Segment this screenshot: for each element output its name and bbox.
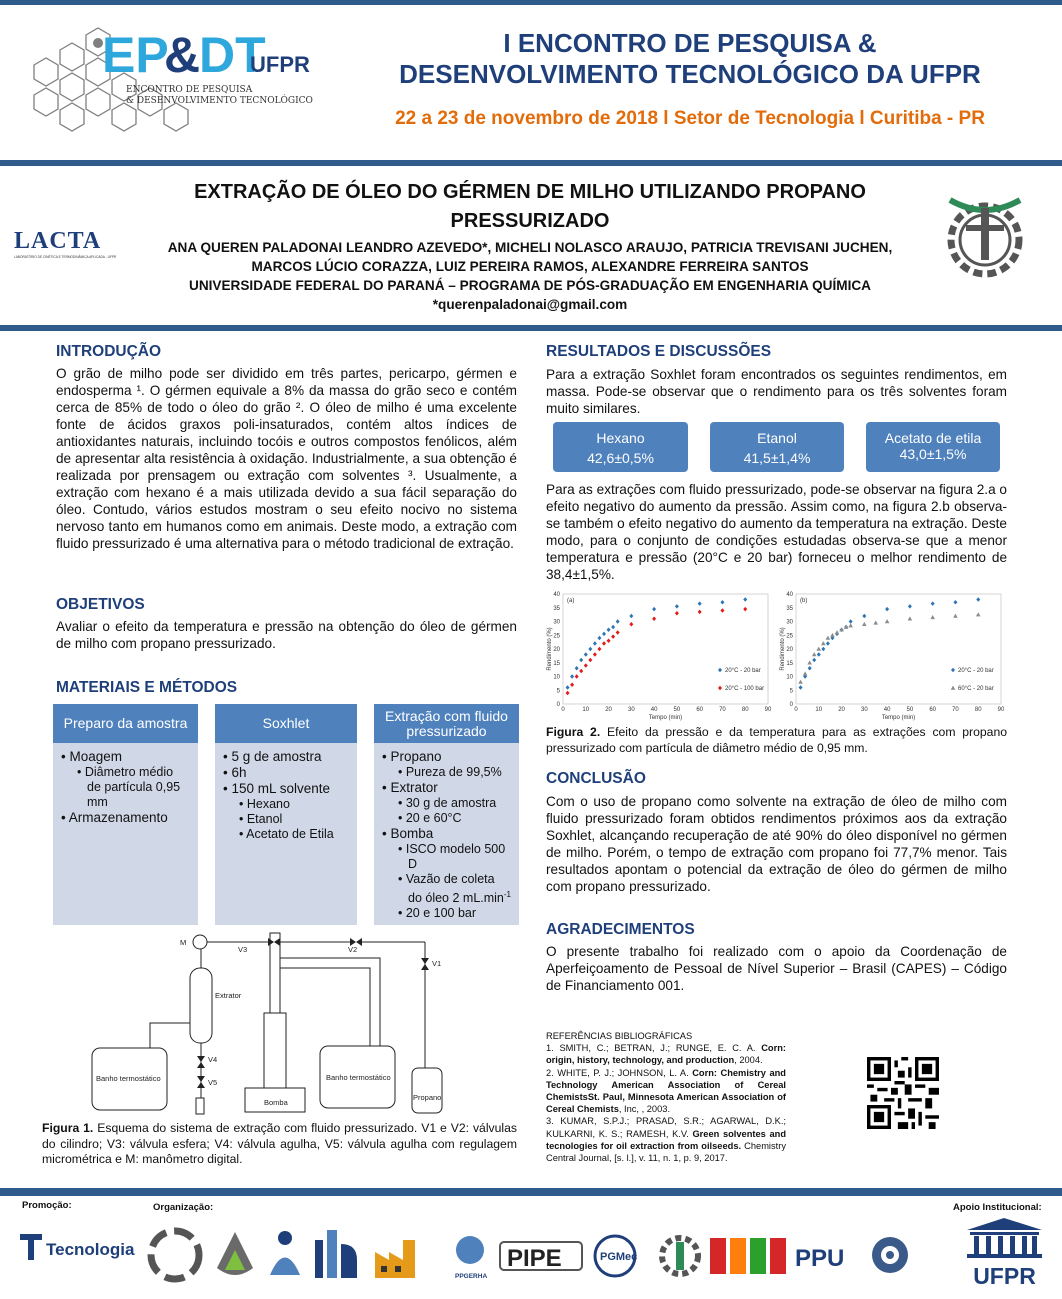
y-tick-label: 30 [553,619,560,626]
header-top-bar [0,0,1062,5]
panel-label: (b) [800,598,808,604]
footer-promocao-label: Promoção: [22,1200,72,1211]
x-tick-label: 50 [906,707,914,713]
methods-col3-body [374,743,519,925]
methods-item: • Armazenamento [61,810,168,825]
footer-apoio-label: Apoio Institucional: [953,1202,1042,1213]
y-tick-label: 5 [789,688,793,695]
x-tick-label: 20 [605,707,612,713]
label-v5: V5 [208,1078,218,1087]
event-title-line1: I ENCONTRO DE PESQUISA & [503,28,877,58]
tp-logo [940,190,1030,285]
y-tick-label: 5 [556,688,560,695]
ack-text: O presente trabalho foi realizado com o apoio da Coordenação de Aperfeiçoamento de Pessoal de Nível Superior – Brasil (CAPES) – Código de Financiamento 001. [546,944,1007,993]
tecnologia-text: Tecnologia [46,1240,135,1259]
ppgerha-text: PPGERHA [455,1273,488,1280]
result-box-hexano: Hexano 42,6±0,5% [553,422,688,472]
label-manometer: M [180,938,187,947]
pipe-logo-icon [500,1242,582,1272]
y-axis-label: Rendimento (%) [547,627,553,671]
results-heading: RESULTADOS E DISCUSSÕES [546,343,772,360]
y-tick-label: 0 [789,702,793,708]
lab-logo [14,228,134,268]
factory-logo-icon [375,1240,415,1278]
x-tick-label: 60 [696,707,704,713]
methods-subitem: • 30 g de amostra [398,796,497,810]
y-tick-label: 35 [553,605,560,612]
svg-text:& DESENVOLVIMENTO TECNOLÓGICO: & DESENVOLVIMENTO TECNOLÓGICO [126,96,313,106]
affiliation: UNIVERSIDADE FEDERAL DO PARANÁ – PROGRAMA DE PÓS-GRADUAÇÃO EM ENGENHARIA QUÍMICA [189,278,871,293]
event-logo-hexagons [14,10,334,145]
x-tick-label: 60 [929,707,937,713]
result-box-etanol: Etanol 41,5±1,4% [710,422,844,472]
methods-subitem: • 20 e 60°C [398,811,462,825]
lab-logo-text: LACTA [14,228,102,254]
reference-2: 2. WHITE, P. J.; JOHNSON, L. A. Corn: Chemistry and Technology American Association of Cereal ChemistsSt. Paul, Minnesota American Association of Cereal Chemists, Inc, , 2003. [546,1067,786,1115]
y-tick-label: 0 [556,702,560,708]
chart-a [545,588,775,723]
reference-1: 1. SMITH, C.; BETRAN, J.; RUNGE, E. C. A. Corn: origin, history, technology, and production, 2004. [546,1043,786,1066]
footer-logos-strip [145,1220,915,1285]
pgmec-text: PGMec [600,1251,638,1263]
methods-item: • Propano [382,749,442,764]
event-subtitle: 22 a 23 de novembro de 2018 l Setor de Tecnologia l Curitiba - PR [395,108,985,129]
svg-text:EP: EP [102,27,169,83]
y-tick-label: 25 [553,633,560,640]
x-tick-label: 40 [650,707,658,713]
event-logo [14,10,334,145]
svg-text:UFPR: UFPR [250,52,310,77]
svg-text:&: & [164,27,201,83]
intro-text: O grão de milho pode ser dividido em três partes, pericarpo, gérmen e endosperma ¹. O gérmen equivale a 8% da massa do grão seco e contém cerca de 85% de todo o óleo do grão ². O óleo de milho é uma excelente fonte de ácidos graxos poli-insaturados, contém altos índices de antioxidantes naturais, incluindo tocóis e outros compostos fenólicos, além de apresentar alta resistência à oxidação. Industrialmente, a sua obtenção é realizada por prensagem ou extração com solventes ³. Usualmente, a extração com hexano é a mais utilizada devido a sua fácil separação do óleo. Contudo, vários estudos mostram o seu efeito nocivo no sistema nervoso tanto em humanos como em animais. Deste modo, a extração com fluido pressurizado é uma alternativa para o método tradicional de extração. [56,366,517,551]
figure1-diagram [80,928,480,1118]
x-tick-label: 0 [794,707,798,713]
result-box-acetato: Acetato de etila 43,0±1,5% [866,422,1000,472]
x-tick-label: 70 [719,707,726,713]
footer-organizacao-label: Organização: [153,1202,214,1213]
ufpr-text: UFPR [973,1263,1036,1289]
methods-item: • Extrator [382,780,438,795]
label-extrator: Extrator [215,991,242,1000]
conclusion-text: Com o uso de propano como solvente na extração de óleo de milho com fluido pressurizado foram obtidos rendimentos próximos aos da extração Soxhlet, alcançando recuperação de até 90% do óleo disponível no gérmen de milho. Porém, o tempo de extração com propano foi 77,7% menor. Tais resultados apontam o potencial da extração de óleo do gérmen de milho com propano pressurizado. [546,794,1007,894]
objectives-heading: OBJETIVOS [56,596,145,613]
authors-line1: ANA QUEREN PALADONAI LEANDRO AZEVEDO*, MICHELI NOLASCO ARAUJO, PATRICIA TREVISANI JUCHEN, [167,240,893,255]
legend-label: 20°C - 20 bar [725,668,761,674]
objectives-text: Avaliar o efeito da temperatura e pressão na obtenção do óleo de gérmen de milho com propano pressurizado. [56,619,517,651]
y-tick-label: 40 [553,592,560,598]
reference-3: 3. KUMAR, S.P.J.; PRASAD, S.R.; AGARWAL, D.K.; KULKARNI, K. S.; RAMESH, K.V. Green solventes and tecnologies for oil extraction from oilseeds. Chemistry Central Journal, [s. l.], v. 11, n. 1, p. 9, 2017. [546,1116,786,1164]
author-email: *querenpaladonai@gmail.com [432,297,628,312]
x-axis-label: Tempo (min) [881,715,916,721]
event-title-line2: DESENVOLVIMENTO TECNOLÓGICO DA UFPR [399,59,981,89]
methods-subitem: • Acetato de Etila [239,827,334,841]
pgmec-logo-icon [595,1236,637,1276]
x-tick-label: 10 [815,707,823,713]
panel-label: (a) [567,598,575,604]
y-tick-label: 40 [786,592,793,598]
drop-logo-icon [217,1232,253,1275]
results-text1: Para a extração Soxhlet foram encontrados os seguintes rendimentos, em massa. Pode-se observar que o rendimento para os três solventes foram muito similares. [546,367,1007,416]
event-title [330,28,1050,90]
methods-subitem: • Diâmetro médio de partícula 0,95 mm [77,765,181,809]
methods-subitem: • Hexano [239,797,290,811]
label-v4: V4 [208,1055,218,1064]
label-banho2: Banho termostático [326,1073,391,1082]
methods-item: • 6h [223,765,247,780]
paper-title-line2: PRESSURIZADO [450,210,610,232]
methods-subitem: • Pureza de 99,5% [398,765,502,779]
x-tick-label: 40 [883,707,891,713]
x-tick-label: 90 [997,707,1005,713]
x-axis-label: Tempo (min) [648,715,683,721]
x-tick-label: 90 [764,707,772,713]
circle-logo-icon [872,1237,908,1273]
extraction-schematic [80,928,480,1118]
y-tick-label: 35 [786,605,793,612]
tecnologia-t-icon [18,1232,44,1262]
lab-logo-caption: LABORATÓRIO DE CINÉTICA E TERMODINÂMICA APLICADA - UFPR [14,255,117,259]
paper-title [150,178,910,236]
figure1-caption: Figura 1. Esquema do sistema de extração com fluido pressurizado. V1 e V2: válvulas do cilindro; V3: válvula esfera; V4: válvula agulha, V5: válvula agulha com regulagem micrométrica e M: manômetro digital. [42,1121,517,1166]
x-tick-label: 0 [561,707,565,713]
y-tick-label: 15 [786,660,793,667]
ufpr-building-icon [962,1218,1047,1258]
methods-subitem: • Etanol [239,812,283,826]
methods-item: • 150 mL solvente [223,781,331,796]
methods-item: • 5 g de amostra [223,749,322,764]
recycle-logo-icon [151,1231,199,1279]
x-tick-label: 50 [673,707,681,713]
x-tick-label: 30 [860,707,868,713]
label-banho1: Banho termostático [96,1074,161,1083]
x-tick-label: 20 [838,707,845,713]
header-bottom-bar [0,160,1062,166]
x-tick-label: 10 [582,707,590,713]
logo-tecnologia [18,1232,133,1267]
authors-line2: MARCOS LÚCIO CORAZZA, LUIZ PEREIRA RAMOS, ALEXANDRE FERREIRA SANTOS [251,259,809,274]
methods-col2-head: Soxhlet [215,704,357,743]
y-tick-label: 20 [786,647,793,653]
pipe-text: PIPE [507,1245,562,1272]
paper-title-line1: EXTRAÇÃO DE ÓLEO DO GÉRMEN DE MILHO UTILIZANDO PROPANO [194,181,866,203]
svg-text:ENCONTRO DE PESQUISA: ENCONTRO DE PESQUISA [126,85,253,95]
conclusion-heading: CONCLUSÃO [546,770,646,787]
ack-heading: AGRADECIMENTOS [546,921,695,938]
ppgerha-logo-icon [455,1236,487,1280]
colored-logo-icon [710,1238,786,1274]
methods-subitem: • 20 e 100 bar [398,906,477,921]
y-tick-label: 20 [553,647,560,653]
legend-label: 20°C - 20 bar [958,668,994,674]
label-bomba: Bomba [264,1098,288,1107]
label-v2: V2 [348,945,358,954]
y-tick-label: 15 [553,660,560,667]
chart-b [778,588,1008,723]
gear-logo-small-icon [662,1238,698,1274]
y-tick-label: 30 [786,619,793,626]
svg-text:DT: DT [199,27,266,83]
logo-ufpr [962,1218,1047,1288]
ppu-text: PPU [795,1245,845,1272]
references [546,1030,786,1164]
organizer-logos [145,1220,915,1285]
legend-label: 60°C - 20 bar [958,686,994,692]
label-v1: V1 [432,959,442,968]
methods-subitem: • ISCO modelo 500 D [398,842,506,871]
label-propano: Propano [413,1093,442,1102]
qr-code-icon[interactable] [867,1057,939,1129]
ppu-logo-icon [795,1245,844,1272]
methods-col1-head: Preparo da amostra [53,704,198,743]
person-logo-icon [270,1231,300,1275]
x-tick-label: 30 [627,707,635,713]
methods-col3-head: Extração com fluido pressurizado [374,704,519,743]
intro-heading: INTRODUÇÃO [56,343,162,360]
gear-logo-icon [940,190,1030,285]
methods-col1-body [53,743,198,925]
x-tick-label: 80 [741,707,749,713]
results-text2: Para as extrações com fluido pressurizado, pode-se observar na figura 2.a o efeito negativo do aumento da pressão. Assim como, na figura 2.b observa-se também o efeito negativo do aumento da temperatura na extração. Deste modo, para o conjunto de condições estudadas observa-se que a menor temperatura e pressão (20°C e 20 bar) forneceu o melhor rendimento de 38,4±1,5%. [546,482,1007,582]
figure2-caption: Figura 2. Efeito da pressão e da temperatura para as extrações com propano pressurizado com partícula de diâmetro médio de 0,95 mm. [546,725,1007,755]
methods-col2-body [215,743,357,925]
y-axis-label: Rendimento (%) [780,627,786,671]
label-v3: V3 [238,945,248,954]
methods-heading: MATERIAIS E MÉTODOS [56,679,238,696]
x-tick-label: 80 [974,707,982,713]
title-bottom-bar [0,325,1062,331]
footer-bar [0,1188,1062,1196]
legend-label: 20°C - 100 bar [725,686,765,692]
y-tick-label: 25 [786,633,793,640]
y-tick-label: 10 [786,674,793,681]
y-tick-label: 10 [553,674,560,681]
references-heading: REFERÊNCIAS BIBLIOGRÁFICAS [546,1031,693,1041]
authors-block [150,238,910,314]
x-tick-label: 70 [952,707,959,713]
methods-item: • Moagem [61,749,123,764]
building-logo-icon [315,1230,357,1278]
methods-subitem: • Vazão de coleta do óleo 2 $mL.\min^{-1}$ [398,872,512,906]
methods-item: • Bomba [382,826,434,841]
